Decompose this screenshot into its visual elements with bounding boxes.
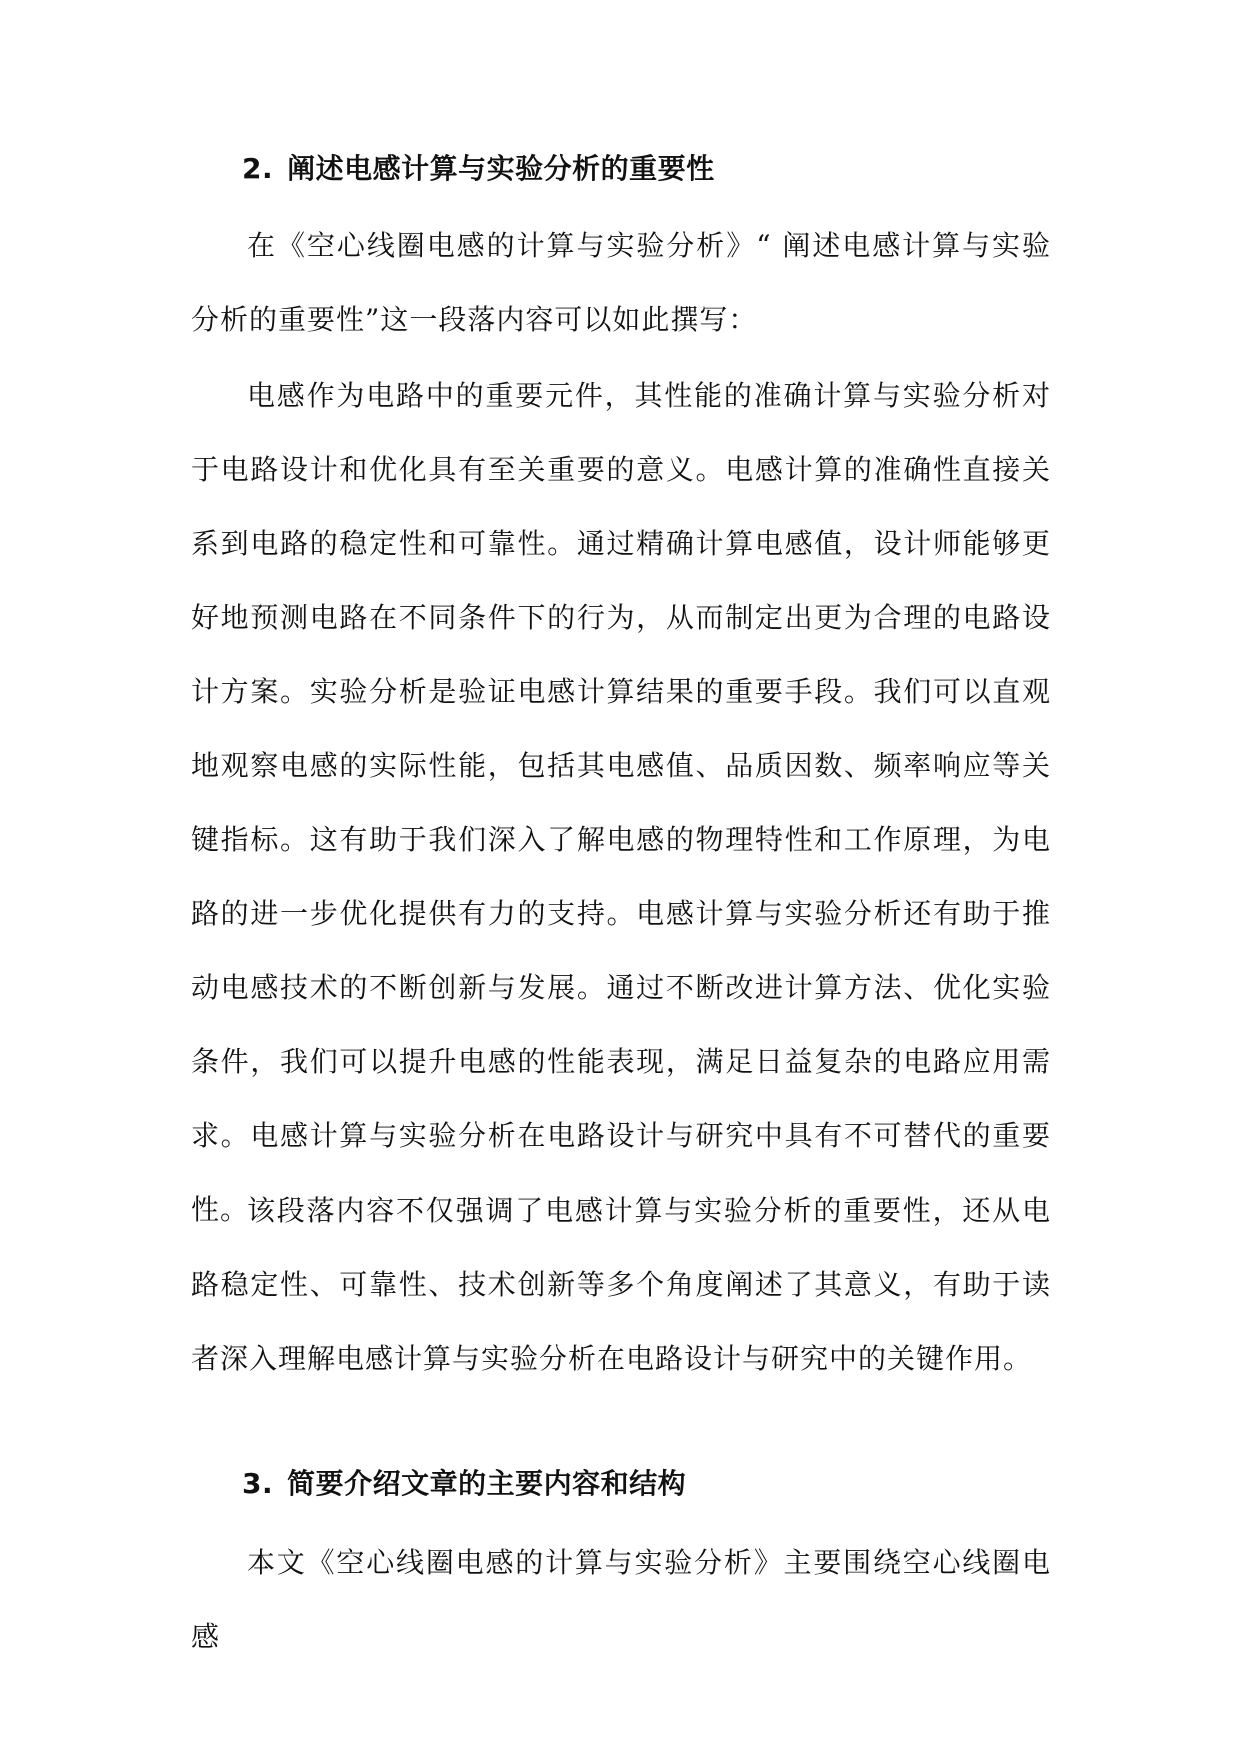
paragraph-importance: 电感作为电路中的重要元件，其性能的准确计算与实验分析对于电路设计和优化具有至关重要的意义。电感计算的准确性直接关系到电路的稳定性和可靠性。通过精确计算电感值，设计师能够更好地预测电路在不同条件下的行为，从而制定出更为合理的电路设计方案。实验分析是验证电感计算结果的重要手段。我们可以直观地观察电感的实际性能，包括其电感值、品质因数、频率响应等关键指标。这有助于我们深入了解电感的物理特性和工作原理，为电路的进一步优化提供有力的支持。电感计算与实验分析还有助于推动电感技术的不断创新与发展。通过不断改进计算方法、优化实验条件，我们可以提升电感的性能表现，满足日益复杂的电路应用需求。电感计算与实验分析在电路设计与研究中具有不可替代的重要性。 bbox=[191, 379, 1051, 1226]
section-heading-2 bbox=[242, 151, 715, 187]
section-number-2: 2. bbox=[242, 152, 274, 185]
section-heading-3 bbox=[242, 1466, 686, 1502]
section-title-3: 简要介绍文章的主要内容和结构 bbox=[287, 1467, 687, 1500]
paragraph-article-overview: 本文《空心线圈电感的计算与实验分析》主要围绕空心线圈电感 bbox=[191, 1546, 1051, 1653]
paragraph-summary: 该段落内容不仅强调了电感计算与实验分析的重要性，还从电路稳定性、可靠性、技术创新等多个角度阐述了其意义，有助于读者深入理解电感计算与实验分析在电路设计与研究中的关键作用。 bbox=[191, 1194, 1051, 1375]
paragraph-intro: 在《空心线圈电感的计算与实验分析》“ 阐述电感计算与实验分析的重要性”这一段落内容可以如此撰写： bbox=[191, 229, 1051, 336]
section-title-2: 阐述电感计算与实验分析的重要性 bbox=[287, 152, 715, 185]
section-number-3: 3. bbox=[242, 1467, 274, 1500]
